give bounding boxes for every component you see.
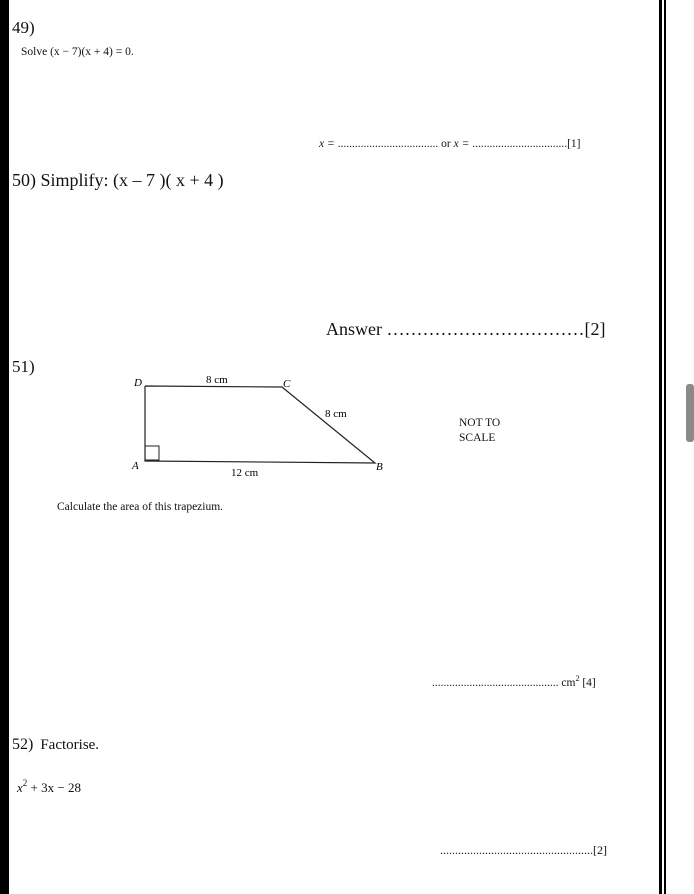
q52-heading xyxy=(12,736,99,754)
page-right-border-outer xyxy=(664,0,666,894)
q50-answer-dots[interactable]: …………………………… xyxy=(386,319,585,339)
q52-number: 52) xyxy=(12,736,34,753)
right-angle-marker xyxy=(145,446,159,460)
page-left-border xyxy=(0,0,9,894)
q51-unit: cm xyxy=(561,677,576,689)
page-right-border xyxy=(659,0,662,894)
q50-marks: [2] xyxy=(584,319,606,339)
trapezium-diagram xyxy=(120,370,400,482)
vertex-label-a: A xyxy=(132,460,139,472)
q49-marks: [1] xyxy=(567,138,581,150)
q51-number: 51) xyxy=(12,357,35,376)
side-label-cb: 8 cm xyxy=(325,408,347,420)
q51-answer-dots[interactable]: ............................................ xyxy=(432,677,559,689)
trapezium-shape xyxy=(145,386,375,463)
q50-answer-label: Answer xyxy=(326,319,382,339)
q52-marks: [2] xyxy=(593,843,607,857)
scrollbar-thumb[interactable] xyxy=(686,384,694,442)
q49-instruction: Solve (x − 7)(x + 4) = 0. xyxy=(21,46,134,58)
q49-answer-dots-1[interactable]: ................................... xyxy=(337,138,439,150)
vertex-label-c: C xyxy=(283,378,291,390)
q52-answer-line xyxy=(440,843,607,858)
vertex-label-d: D xyxy=(134,377,142,389)
not-to-scale-line2: SCALE xyxy=(459,432,496,444)
q50-title: 50) Simplify: (x – 7 )( x + 4 ) xyxy=(12,170,224,190)
q52-instruction: Factorise. xyxy=(40,737,100,753)
q49-answer-line xyxy=(319,138,581,150)
q51-unit-power: 2 xyxy=(575,674,580,683)
q49-answer-or: or xyxy=(441,138,451,150)
q49-number: 49) xyxy=(12,18,35,37)
q49-answer-dots-2[interactable]: ................................. xyxy=(472,138,568,150)
q49-answer-x-label: x = xyxy=(319,138,335,150)
q49-answer-x-label-2: x = xyxy=(453,138,470,150)
q50-answer-line xyxy=(326,319,606,340)
side-label-ab: 12 cm xyxy=(231,467,259,479)
not-to-scale-line1: NOT TO xyxy=(459,417,501,429)
q52-answer-dots[interactable]: ................................................... xyxy=(440,843,593,857)
side-label-dc: 8 cm xyxy=(206,374,228,386)
q52-expr-x: x xyxy=(17,780,23,795)
q52-expr-rest: + 3x − 28 xyxy=(30,780,81,795)
q51-instruction: Calculate the area of this trapezium. xyxy=(57,501,224,513)
vertex-label-b: B xyxy=(376,461,383,473)
q51-answer-line xyxy=(432,674,596,689)
q51-marks: [4] xyxy=(582,677,596,689)
q52-expr-power: 2 xyxy=(22,778,28,788)
not-to-scale-note xyxy=(459,416,500,446)
q52-expression xyxy=(17,778,81,796)
